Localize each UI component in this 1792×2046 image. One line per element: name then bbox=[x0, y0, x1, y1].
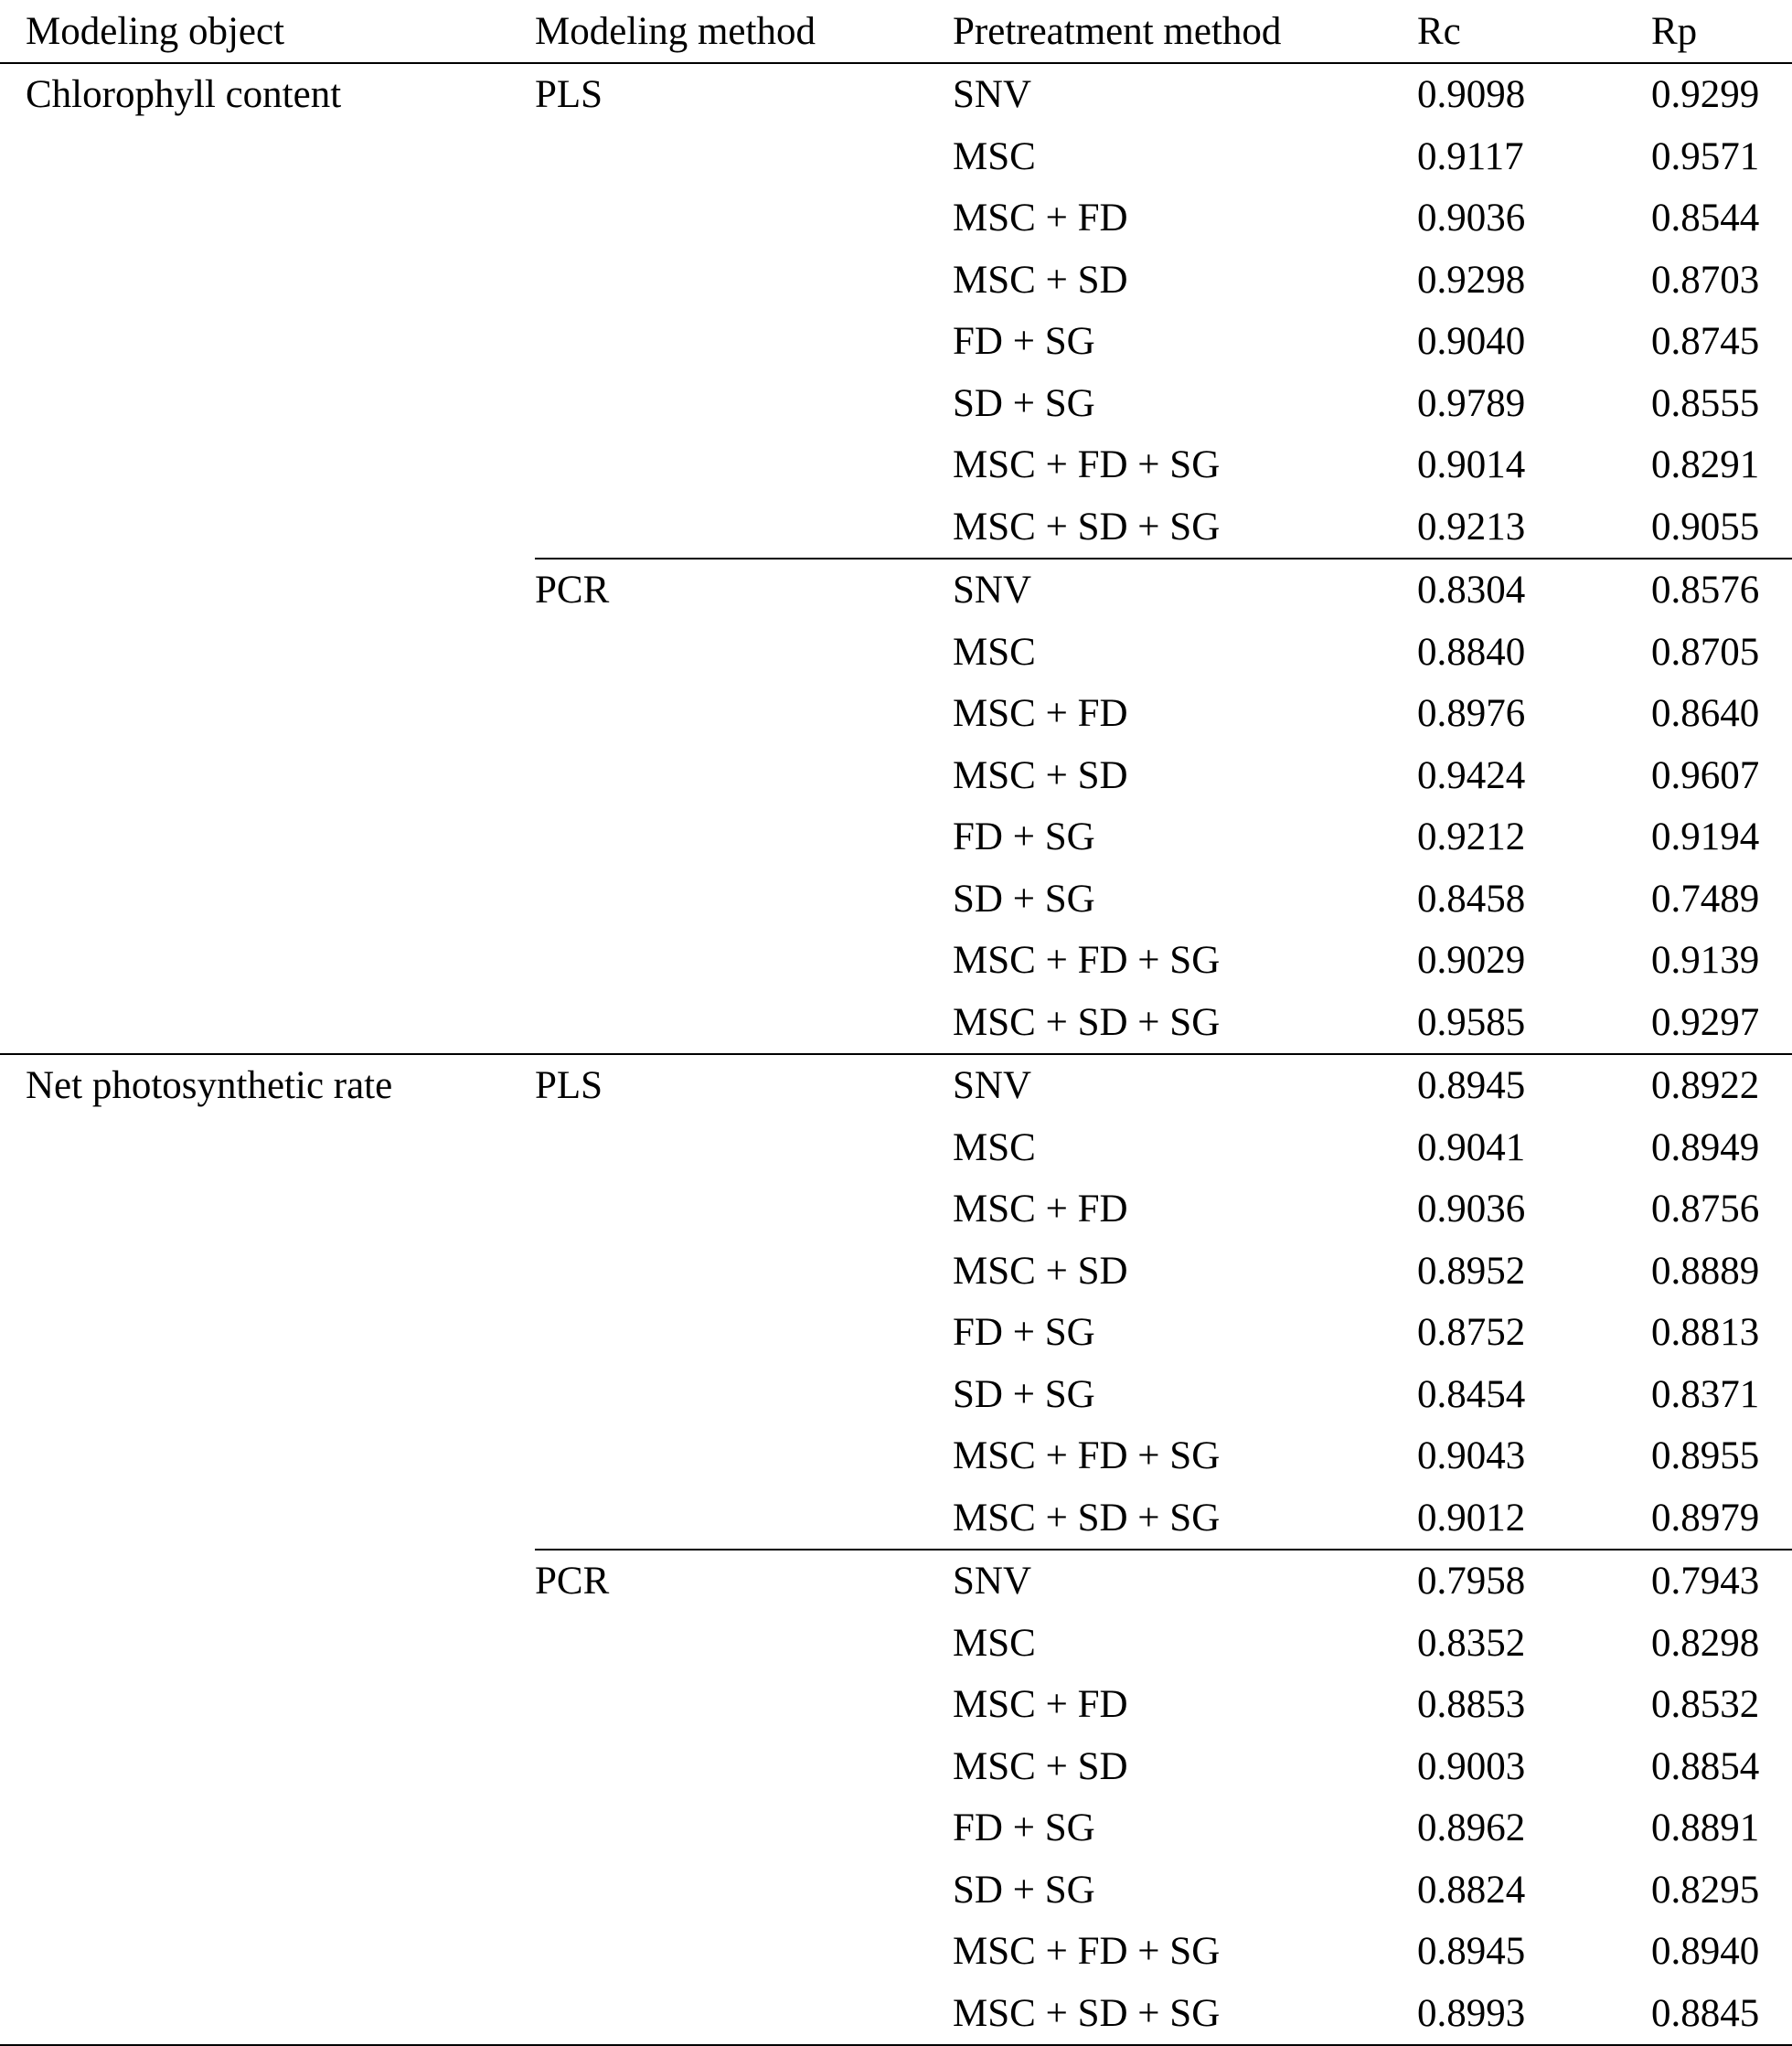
cell-modeling-method: PLS bbox=[535, 73, 603, 117]
cell-rp: 0.9607 bbox=[1651, 753, 1760, 797]
cell-modeling-method: PLS bbox=[535, 1064, 603, 1108]
cell-pretreatment-method: MSC bbox=[953, 1621, 1036, 1665]
cell-modeling-method bbox=[535, 745, 953, 807]
header-rc: Rc bbox=[1417, 0, 1651, 63]
cell-pretreatment-method: SD + SG bbox=[953, 381, 1095, 425]
cell-modeling-method bbox=[535, 1425, 953, 1487]
table-row bbox=[0, 1797, 1792, 1860]
cell-rp: 0.8705 bbox=[1651, 630, 1760, 674]
table-row bbox=[0, 930, 1792, 992]
cell-rp: 0.8291 bbox=[1651, 443, 1760, 487]
table-row bbox=[0, 1117, 1792, 1179]
cell-pretreatment-method: MSC + FD bbox=[953, 1188, 1128, 1231]
cell-pretreatment-method: MSC + FD bbox=[953, 692, 1128, 736]
cell-rp: 0.8813 bbox=[1651, 1311, 1760, 1355]
cell-modeling-method bbox=[535, 311, 953, 373]
cell-modeling-object bbox=[0, 1674, 535, 1736]
cell-rc: 0.9014 bbox=[1417, 443, 1526, 487]
cell-pretreatment-method: MSC + SD bbox=[953, 1249, 1128, 1293]
cell-modeling-method bbox=[535, 187, 953, 250]
cell-modeling-object bbox=[0, 1178, 535, 1241]
cell-rp: 0.9194 bbox=[1651, 815, 1760, 859]
cell-rc: 0.8853 bbox=[1417, 1683, 1526, 1727]
cell-pretreatment-method: MSC + SD bbox=[953, 1744, 1128, 1788]
cell-modeling-object bbox=[0, 1860, 535, 1922]
cell-rc: 0.9036 bbox=[1417, 1188, 1526, 1231]
cell-modeling-method bbox=[535, 1860, 953, 1922]
table-row bbox=[0, 1674, 1792, 1736]
cell-rp: 0.8756 bbox=[1651, 1188, 1760, 1231]
cell-modeling-object bbox=[0, 622, 535, 684]
cell-rp: 0.8891 bbox=[1651, 1806, 1760, 1850]
cell-modeling-object bbox=[0, 1364, 535, 1426]
cell-modeling-object bbox=[0, 806, 535, 868]
cell-rc: 0.9012 bbox=[1417, 1487, 1651, 1550]
cell-rc: 0.7958 bbox=[1417, 1560, 1526, 1604]
cell-pretreatment-method: SNV bbox=[953, 1560, 1032, 1604]
cell-modeling-object bbox=[0, 683, 535, 745]
cell-pretreatment-method: MSC + FD + SG bbox=[953, 939, 1221, 983]
cell-modeling-object bbox=[0, 1425, 535, 1487]
cell-pretreatment-method: MSC + SD + SG bbox=[953, 496, 1417, 559]
cell-pretreatment-method: SNV bbox=[953, 1064, 1032, 1108]
cell-modeling-object bbox=[0, 1921, 535, 1983]
cell-pretreatment-method: FD + SG bbox=[953, 320, 1095, 364]
cell-modeling-method bbox=[535, 1983, 953, 2046]
cell-pretreatment-method: SNV bbox=[953, 569, 1032, 613]
cell-rc: 0.8304 bbox=[1417, 569, 1526, 613]
cell-modeling-object bbox=[0, 1487, 535, 1550]
cell-modeling-object bbox=[0, 1241, 535, 1303]
table-row bbox=[0, 373, 1792, 435]
cell-modeling-object bbox=[0, 745, 535, 807]
cell-rp: 0.9297 bbox=[1651, 992, 1792, 1055]
cell-pretreatment-method: MSC + SD bbox=[953, 258, 1128, 302]
table-row bbox=[0, 745, 1792, 807]
cell-modeling-object bbox=[0, 1736, 535, 1798]
cell-pretreatment-method: SD + SG bbox=[953, 1372, 1095, 1416]
cell-modeling-object bbox=[0, 1302, 535, 1364]
cell-modeling-method bbox=[535, 868, 953, 931]
cell-modeling-method bbox=[535, 1736, 953, 1798]
table-row bbox=[0, 496, 1792, 559]
cell-modeling-method bbox=[535, 683, 953, 745]
table-row bbox=[0, 992, 1792, 1055]
cell-modeling-object: Net photosynthetic rate bbox=[26, 1064, 393, 1108]
cell-rc: 0.8752 bbox=[1417, 1311, 1526, 1355]
cell-modeling-method bbox=[535, 496, 953, 559]
cell-rp: 0.7489 bbox=[1651, 877, 1760, 921]
cell-rc: 0.8976 bbox=[1417, 692, 1526, 736]
table-row bbox=[0, 683, 1792, 745]
table-row bbox=[0, 1736, 1792, 1798]
cell-rp: 0.8295 bbox=[1651, 1868, 1760, 1912]
cell-rc: 0.9117 bbox=[1417, 134, 1524, 178]
cell-modeling-method bbox=[535, 1178, 953, 1241]
table-row bbox=[0, 806, 1792, 868]
cell-modeling-method bbox=[535, 1241, 953, 1303]
cell-modeling-object bbox=[0, 1613, 535, 1675]
cell-modeling-method bbox=[535, 1117, 953, 1179]
table-body bbox=[0, 63, 1792, 2045]
cell-modeling-method: PCR bbox=[535, 1560, 610, 1604]
cell-modeling-method bbox=[535, 992, 953, 1055]
cell-pretreatment-method: MSC + FD bbox=[953, 197, 1128, 240]
table-row bbox=[0, 622, 1792, 684]
cell-rp: 0.8889 bbox=[1651, 1249, 1760, 1293]
cell-rp: 0.8745 bbox=[1651, 320, 1760, 364]
header-modeling-object: Modeling object bbox=[0, 0, 535, 63]
cell-rc: 0.8993 bbox=[1417, 1983, 1651, 2046]
cell-rc: 0.9043 bbox=[1417, 1434, 1526, 1478]
cell-pretreatment-method: MSC + FD + SG bbox=[953, 1930, 1221, 1974]
cell-modeling-object bbox=[0, 992, 535, 1055]
cell-rc: 0.9040 bbox=[1417, 320, 1526, 364]
cell-modeling-method bbox=[535, 434, 953, 496]
cell-rp: 0.8371 bbox=[1651, 1372, 1760, 1416]
cell-rp: 0.8703 bbox=[1651, 258, 1760, 302]
cell-modeling-method bbox=[535, 930, 953, 992]
cell-modeling-object bbox=[0, 1983, 535, 2046]
table-row bbox=[0, 1550, 1792, 1613]
table-row bbox=[0, 1178, 1792, 1241]
cell-rc: 0.9041 bbox=[1417, 1125, 1526, 1169]
cell-modeling-method bbox=[535, 1302, 953, 1364]
table-row bbox=[0, 1613, 1792, 1675]
table-row bbox=[0, 434, 1792, 496]
cell-modeling-object: Chlorophyll content bbox=[26, 73, 342, 117]
cell-rc: 0.8454 bbox=[1417, 1372, 1526, 1416]
cell-rc: 0.9029 bbox=[1417, 939, 1526, 983]
cell-rc: 0.8824 bbox=[1417, 1868, 1526, 1912]
cell-rc: 0.8952 bbox=[1417, 1249, 1526, 1293]
cell-pretreatment-method: MSC + SD + SG bbox=[953, 1487, 1417, 1550]
cell-rp: 0.8298 bbox=[1651, 1621, 1760, 1665]
cell-rp: 0.8955 bbox=[1651, 1434, 1760, 1478]
cell-rp: 0.8544 bbox=[1651, 197, 1760, 240]
cell-modeling-method bbox=[535, 1487, 953, 1550]
table-row bbox=[0, 311, 1792, 373]
cell-rc: 0.8840 bbox=[1417, 630, 1526, 674]
cell-rp: 0.8845 bbox=[1651, 1983, 1792, 2046]
cell-pretreatment-method: MSC + SD + SG bbox=[953, 992, 1417, 1055]
table-row bbox=[0, 1921, 1792, 1983]
cell-rc: 0.9003 bbox=[1417, 1744, 1526, 1788]
header-modeling-method: Modeling method bbox=[535, 0, 953, 63]
table-row bbox=[0, 559, 1792, 622]
cell-modeling-method bbox=[535, 1613, 953, 1675]
table-row bbox=[0, 1054, 1792, 1117]
table-row bbox=[0, 1364, 1792, 1426]
cell-rp: 0.9299 bbox=[1651, 73, 1760, 117]
cell-modeling-object bbox=[0, 1117, 535, 1179]
table-row bbox=[0, 1860, 1792, 1922]
cell-modeling-method bbox=[535, 1921, 953, 1983]
cell-pretreatment-method: MSC + FD + SG bbox=[953, 443, 1221, 487]
table-row bbox=[0, 1487, 1792, 1550]
cell-rc: 0.9036 bbox=[1417, 197, 1526, 240]
cell-rc: 0.9298 bbox=[1417, 258, 1526, 302]
cell-modeling-object bbox=[0, 434, 535, 496]
cell-rp: 0.8949 bbox=[1651, 1125, 1760, 1169]
cell-rp: 0.8576 bbox=[1651, 569, 1760, 613]
cell-modeling-object bbox=[0, 373, 535, 435]
cell-pretreatment-method: FD + SG bbox=[953, 815, 1095, 859]
cell-rc: 0.9212 bbox=[1417, 815, 1526, 859]
cell-rp: 0.9055 bbox=[1651, 496, 1792, 559]
table-header bbox=[0, 0, 1792, 63]
cell-pretreatment-method: FD + SG bbox=[953, 1806, 1095, 1850]
table-row bbox=[0, 187, 1792, 250]
cell-rc: 0.9424 bbox=[1417, 753, 1526, 797]
cell-pretreatment-method: MSC bbox=[953, 1125, 1036, 1169]
table-row bbox=[0, 1241, 1792, 1303]
cell-rc: 0.9585 bbox=[1417, 992, 1651, 1055]
cell-rc: 0.8352 bbox=[1417, 1621, 1526, 1665]
cell-rp: 0.7943 bbox=[1651, 1560, 1760, 1604]
cell-rc: 0.8962 bbox=[1417, 1806, 1526, 1850]
cell-pretreatment-method: MSC + FD bbox=[953, 1683, 1128, 1727]
cell-modeling-object bbox=[0, 187, 535, 250]
cell-rc: 0.9098 bbox=[1417, 73, 1526, 117]
cell-pretreatment-method: MSC + SD bbox=[953, 753, 1128, 797]
cell-pretreatment-method: SNV bbox=[953, 73, 1032, 117]
cell-pretreatment-method: MSC + FD + SG bbox=[953, 1434, 1221, 1478]
cell-rp: 0.8532 bbox=[1651, 1683, 1760, 1727]
cell-modeling-object bbox=[0, 868, 535, 931]
header-pretreatment-method: Pretreatment method bbox=[953, 0, 1417, 63]
cell-modeling-object bbox=[0, 496, 535, 559]
cell-pretreatment-method: MSC + SD + SG bbox=[953, 1983, 1417, 2046]
cell-modeling-method bbox=[535, 622, 953, 684]
cell-pretreatment-method: MSC bbox=[953, 134, 1036, 178]
cell-modeling-object bbox=[0, 559, 535, 622]
cell-modeling-method bbox=[535, 373, 953, 435]
table-row bbox=[0, 1425, 1792, 1487]
cell-pretreatment-method: MSC bbox=[953, 630, 1036, 674]
cell-rp: 0.8940 bbox=[1651, 1930, 1760, 1974]
table-row bbox=[0, 126, 1792, 188]
cell-modeling-method bbox=[535, 250, 953, 312]
cell-modeling-object bbox=[0, 126, 535, 188]
table-row bbox=[0, 868, 1792, 931]
table-row bbox=[0, 1302, 1792, 1364]
cell-rp: 0.8854 bbox=[1651, 1744, 1760, 1788]
cell-rp: 0.8555 bbox=[1651, 381, 1760, 425]
cell-rc: 0.8458 bbox=[1417, 877, 1526, 921]
cell-rc: 0.9213 bbox=[1417, 496, 1651, 559]
cell-modeling-method bbox=[535, 126, 953, 188]
cell-modeling-method: PCR bbox=[535, 569, 610, 613]
cell-modeling-object bbox=[0, 930, 535, 992]
cell-modeling-method bbox=[535, 806, 953, 868]
table-row bbox=[0, 63, 1792, 126]
cell-modeling-object bbox=[0, 1797, 535, 1860]
cell-modeling-object bbox=[0, 250, 535, 312]
cell-rc: 0.8945 bbox=[1417, 1930, 1526, 1974]
header-row bbox=[0, 0, 1792, 63]
header-rp: Rp bbox=[1651, 0, 1792, 63]
cell-rc: 0.9789 bbox=[1417, 381, 1526, 425]
cell-modeling-object bbox=[0, 1550, 535, 1613]
table-row bbox=[0, 250, 1792, 312]
cell-pretreatment-method: SD + SG bbox=[953, 877, 1095, 921]
cell-modeling-method bbox=[535, 1797, 953, 1860]
cell-rp: 0.9571 bbox=[1651, 134, 1760, 178]
cell-modeling-method bbox=[535, 1364, 953, 1426]
table-row bbox=[0, 1983, 1792, 2046]
cell-modeling-method bbox=[535, 1674, 953, 1736]
cell-pretreatment-method: FD + SG bbox=[953, 1311, 1095, 1355]
cell-pretreatment-method: SD + SG bbox=[953, 1868, 1095, 1912]
cell-rp: 0.9139 bbox=[1651, 939, 1760, 983]
cell-rp: 0.8979 bbox=[1651, 1487, 1792, 1550]
cell-rp: 0.8922 bbox=[1651, 1064, 1760, 1108]
cell-rc: 0.8945 bbox=[1417, 1064, 1526, 1108]
cell-rp: 0.8640 bbox=[1651, 692, 1760, 736]
cell-modeling-object bbox=[0, 311, 535, 373]
